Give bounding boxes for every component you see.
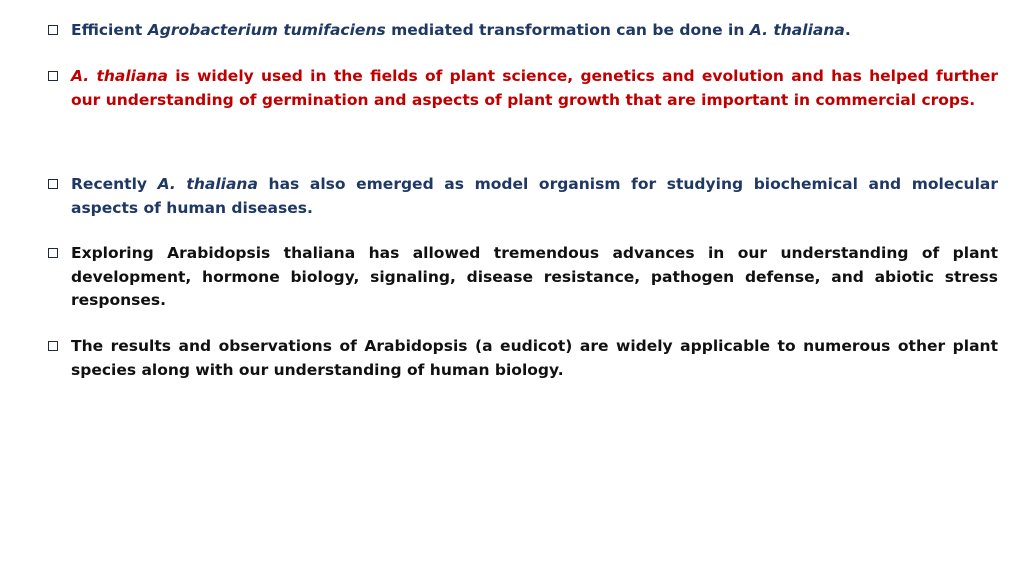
- bullet-human-disease-model: [48, 173, 998, 220]
- text-segment: Efficient: [71, 21, 148, 39]
- text-segment: is widely used in the fields of plant science, genetics and evolution and has helped further our understanding of germination and aspects of plant growth that are important in commercial crops.: [71, 67, 998, 109]
- checkbox-square-icon: [48, 25, 58, 35]
- checkbox-square-icon: [48, 71, 58, 81]
- text-segment: mediated transformation can be done in: [385, 21, 750, 39]
- bullet-results-applicability: [48, 335, 998, 382]
- text-segment: .: [844, 21, 851, 39]
- text-segment: has also emerged as model organism for studying biochemical and molecular aspects of human diseases.: [71, 175, 998, 217]
- bullet-exploring-arabidopsis: [48, 242, 998, 313]
- species-name-thaliana: A. thaliana: [71, 67, 168, 85]
- text-segment: Recently: [71, 175, 158, 193]
- bullet-text: [71, 173, 998, 220]
- checkbox-square-icon: [48, 248, 58, 258]
- bullet-text: Exploring Arabidopsis thaliana has allowed tremendous advances in our understanding of plant development, hormone biology, signaling, disease resistance, pathogen defense, and abiotic stress responses.: [71, 244, 998, 309]
- checkbox-square-icon: [48, 179, 58, 189]
- species-name-thaliana: A. thaliana: [749, 21, 845, 39]
- bullet-text: [71, 19, 998, 43]
- bullet-agrobacterium-transformation: [48, 19, 998, 43]
- bullet-plant-science-uses: [48, 65, 998, 112]
- checkbox-square-icon: [48, 341, 58, 351]
- species-name-thaliana: A. thaliana: [157, 175, 258, 193]
- species-name-agrobacterium: Agrobacterium tumifaciens: [147, 21, 386, 39]
- bullet-text: The results and observations of Arabidopsis (a eudicot) are widely applicable to numerous other plant species along with our understanding of human biology.: [71, 337, 998, 379]
- bullet-text: [71, 65, 998, 112]
